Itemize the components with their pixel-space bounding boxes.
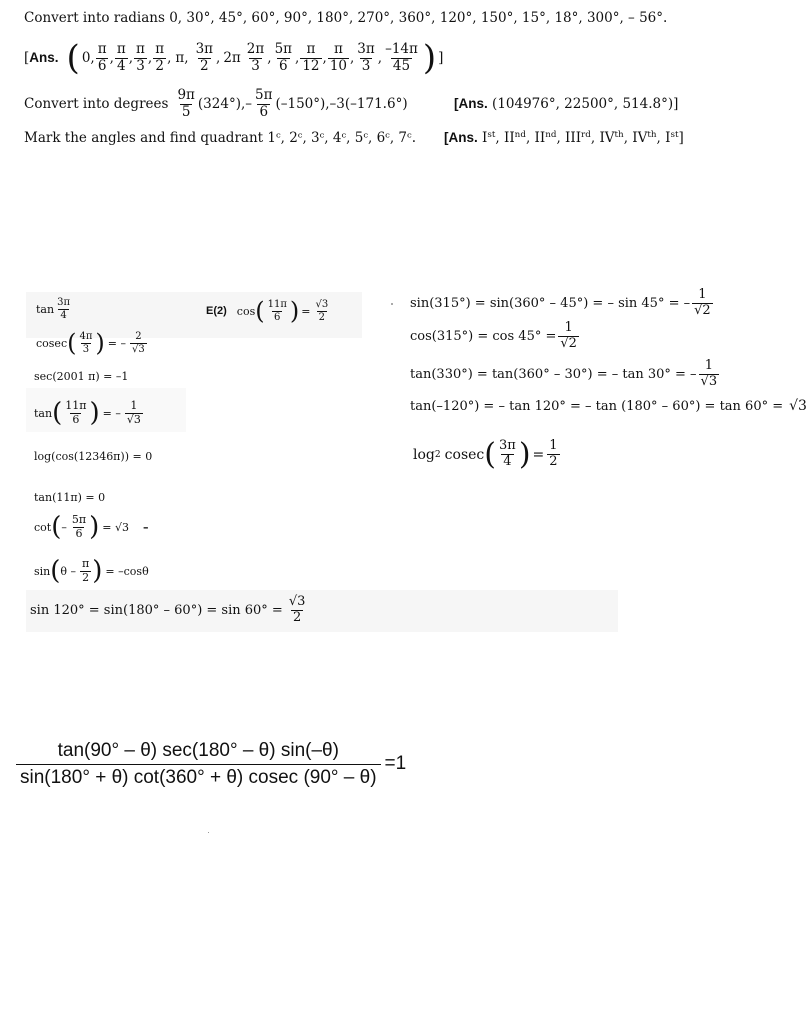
identity-rhs: =1 — [384, 753, 407, 775]
frac-pi-6: $\frac{\pi}{6}$ — [97, 40, 107, 74]
frac-pi-4: $\frac{\pi}{4}$ — [116, 40, 126, 74]
stray-dot — [391, 303, 393, 305]
ans-open-bracket: [ — [24, 50, 30, 66]
ans-2pi: 2π — [223, 50, 241, 66]
quadrant-ans-label: [Ans. — [444, 130, 478, 145]
degrees-answer — [454, 95, 678, 113]
ans-label: Ans. — [29, 50, 59, 65]
tan-11pi: tan(11π) = 0 — [34, 491, 106, 504]
degrees-question — [24, 86, 408, 122]
log2-cosec: log 2 cosec ( $\frac{3\pi}{4}$ ) = $\frac{1}{2}$ — [413, 437, 558, 472]
frac-neg14pi-45: $\frac{-14\pi}{45}$ — [385, 40, 418, 74]
cosec-4pi-3: cosec ( $\frac{4\pi}{3}$ ) = – $\frac{2}{√3}$ — [36, 329, 145, 357]
frac-pi-2: $\frac{\pi}{2}$ — [155, 40, 165, 74]
degrees-ans-value: (104976°, 22500°, 514.8°)] — [492, 96, 679, 112]
identity-numerator: tan(90° – θ) sec(180° – θ) sin(–θ) — [57, 740, 339, 761]
ans-pi: π, — [175, 50, 189, 66]
frac-9pi-5: $\frac{9\pi}{5}$ — [177, 86, 195, 120]
frac-5pi-6: $\frac{5\pi}{6}$ — [274, 40, 293, 74]
ans-close-bracket: ] — [438, 50, 444, 66]
identity-denominator: sin(180° + θ) cot(360° + θ) cosec (90° – θ) — [16, 764, 381, 789]
tan-neg120: tan(–120°) = – tan 120° = – tan (180° – 60°) = tan 60° = √3 — [410, 398, 807, 414]
sin-theta-minus-pi-2: sin ( θ – $\frac{\pi}{2}$ ) = –cosθ — [34, 556, 149, 586]
stray-dot — [208, 832, 209, 833]
quadrant-question: Mark the angles and find quadrant 1ᶜ, 2ᶜ, 3ᶜ, 4ᶜ, 5ᶜ, 6ᶜ, 7ᶜ. — [24, 130, 416, 146]
cos-315: cos(315°) = cos 45° = $\frac{1}{√2}$ — [410, 320, 577, 351]
tan-11pi-6: tan ( $\frac{11\pi}{6}$ ) = – $\frac{1}{√3}$ — [34, 398, 141, 428]
frac-pi-10: $\frac{\pi}{10}$ — [329, 40, 347, 74]
right-paren: ) — [422, 38, 437, 78]
trig-identity — [16, 740, 406, 789]
left-paren: ( — [66, 38, 80, 78]
frac-5pi-6-deg: $\frac{5\pi}{6}$ — [255, 86, 273, 120]
tan-3pi-4: tan $\frac{3\pi}{4}$ — [36, 297, 71, 321]
radians-answer: [ Ans. ( 0, $\frac{\pi}{6}$ , $\frac{\pi}{4}$ , $\frac{\pi}{3}$ , $\frac{\pi}{2}$ , π, $\frac{3\pi}{2}$ , 2π $\frac{2\pi}{3}$ , $\frac{5\pi}{6}$ , $\frac{\pi}{12}$ , $\frac{\pi}{10}$ , $\frac{3\pi}{3}$ , $\frac{-14\pi}{45}$ ) ] — [24, 38, 444, 78]
sin-120: sin 120° = sin(180° – 60°) = sin 60° = $\frac{√3}{2}$ — [30, 594, 306, 625]
log-cos-12346pi: log(cos(12346π)) = 0 — [34, 450, 153, 463]
cot-neg5pi-6: cot ( – $\frac{5\pi}{6}$ ) = √3 – — [34, 512, 149, 542]
degrees-ans-label: [Ans. — [454, 96, 488, 111]
degrees-prefix: Convert into degrees — [24, 96, 169, 112]
stray-dash: – — [143, 520, 149, 534]
frac-pi-3: $\frac{\pi}{3}$ — [136, 40, 145, 74]
tan-330: tan(330°) = tan(360° – 30°) = – tan 30° = – $\frac{1}{√3}$ — [410, 358, 718, 389]
frac-2pi-3: $\frac{2\pi}{3}$ — [246, 40, 265, 74]
frac-3pi-3: $\frac{3\pi}{3}$ — [357, 40, 375, 74]
degrees-part2: (–150°),–3(–171.6°) — [275, 96, 408, 112]
frac-3pi-2: $\frac{3\pi}{2}$ — [195, 40, 214, 74]
degrees-part1: (324°),– — [197, 96, 252, 112]
frac-pi-12: $\frac{\pi}{12}$ — [302, 40, 320, 74]
sec-2001pi: sec(2001 π) = –1 — [34, 370, 129, 383]
e2-cos: E(2) cos ( $\frac{11\pi}{6}$ ) = $\frac{√3}{2}$ — [206, 297, 329, 325]
quadrant-answer: [Ans. Ist, IInd, IInd, IIIrd, IVth, IVth, Ist] — [444, 130, 684, 146]
ans-zero: 0, — [81, 50, 95, 66]
sin-315: sin(315°) = sin(360° – 45°) = – sin 45° = – $\frac{1}{√2}$ — [410, 287, 711, 318]
radians-question: Convert into radians 0, 30°, 45°, 60°, 90°, 180°, 270°, 360°, 120°, 150°, 15°, 18°, 300°, – 56°. — [24, 10, 668, 26]
